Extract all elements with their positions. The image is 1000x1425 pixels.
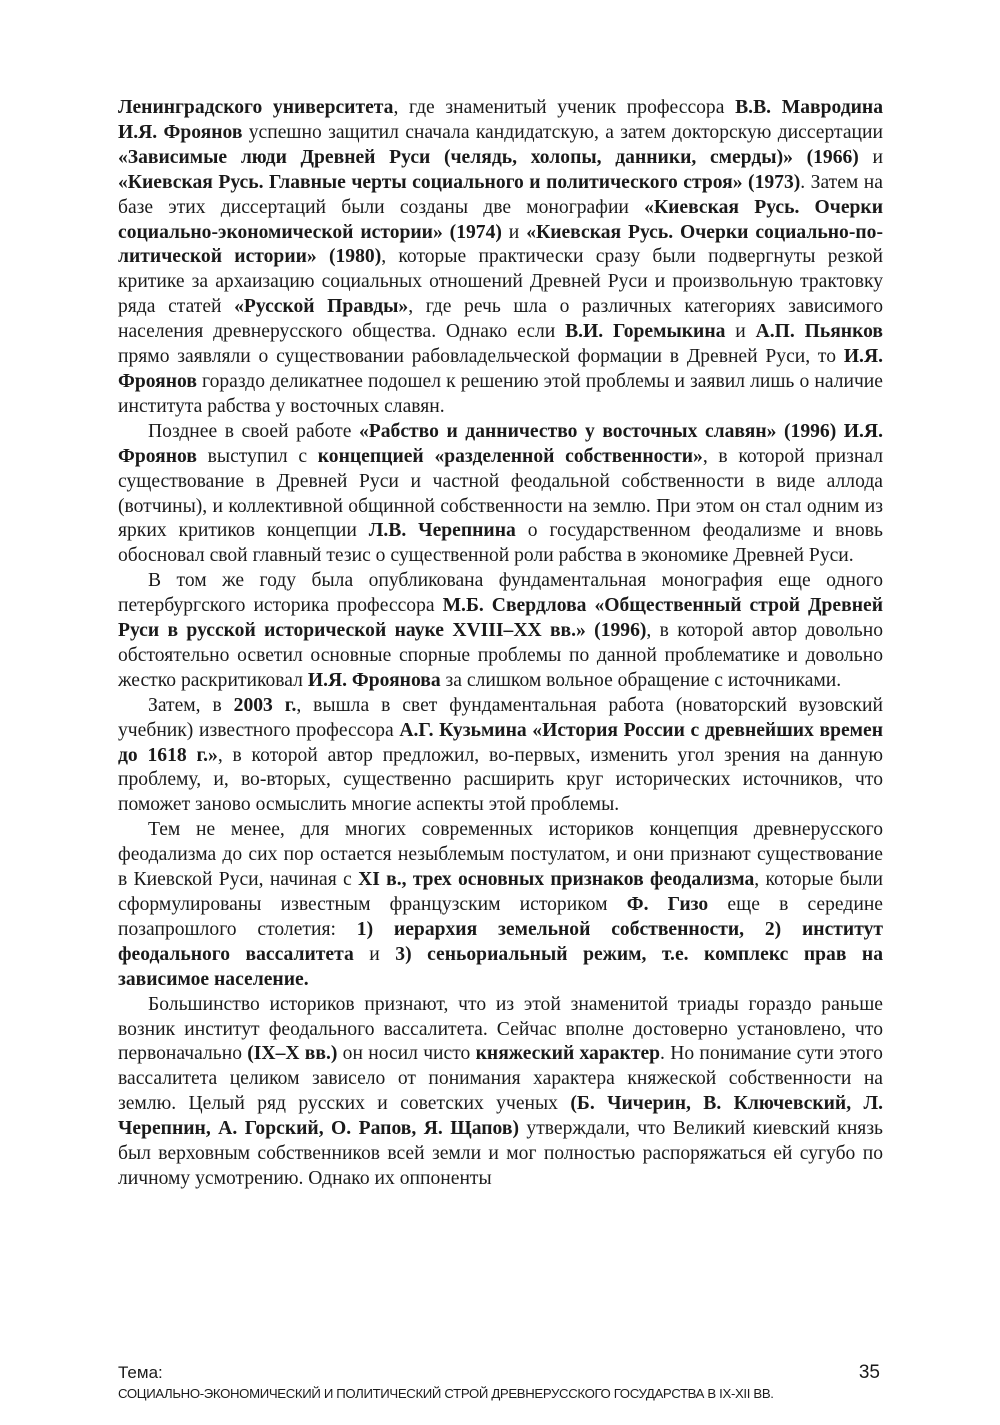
bold-run: И.Я. Фроянов — [118, 346, 883, 392]
bold-run: Ленинградского университета — [118, 97, 394, 118]
text-run: , в которой признал существование в Древней Руси и частной феодальной собственности в виде аллода (вотчины), и коллективной общинной собственности на землю. При этом он стал одним из ярких критиков концепции — [118, 445, 884, 542]
text-run: , вышла в свет фундаментальная работа (новаторский вузовский учебник) известного профессора — [118, 694, 884, 741]
text-run: Позднее в своей работе — [148, 420, 359, 442]
paragraph — [118, 694, 883, 819]
bold-run: княжеский характер — [475, 1043, 661, 1065]
bold-run: И.Я. Фроянова — [307, 669, 441, 691]
bold-run: «Киевская Русь. Очерки социально-экономической истории» (1974) — [118, 196, 884, 243]
text-run: и — [501, 221, 527, 243]
bold-run: XI в., трех основных признаков феодализма — [358, 869, 755, 891]
bold-run: «Киевская Русь. Главные черты социального и политического строя» (1973) — [118, 171, 801, 193]
text-run: . Затем на базе этих диссертаций были созданы две монографии — [118, 171, 883, 218]
text-run: прямо заявляли о существовании рабовладельческой формации в Древней Руси, то — [118, 346, 844, 368]
text-run: утверждали, что Великий киевский князь был верховным собственников всей земли и мог полностью распоряжаться ей сугубо по личному усмотрению. Однако их оппоненты — [118, 1118, 883, 1189]
bold-run: «Рабство и данничество у восточных славян» (1996) И.Я. Фроянов — [118, 420, 883, 467]
bold-run: В.И. Горемыкина — [565, 321, 726, 343]
text-run: В том же году была опубликована фундаментальная монография еще одного петербургского историка профессора — [118, 570, 883, 617]
paragraph — [118, 96, 883, 420]
bold-run: «Киевская Русь. Очерки социально-политической истории» (1980) — [118, 221, 883, 268]
bold-run: 2003 г. — [233, 694, 297, 716]
footer-label: Тема: — [118, 1363, 163, 1382]
text-run: , которые были сформулированы известным французским историком — [118, 869, 883, 915]
bold-run: М.Б. Свердлова «Общественный строй Древней Руси в русской исторической науке XVIII–XX вв.» (1996) — [118, 595, 883, 642]
bold-run: А.Г. Кузьмина «История России с древнейших времен до 1618 г.» — [118, 719, 883, 766]
bold-run: А.П. Пьянков — [755, 321, 883, 343]
text-run: успешно защитил сначала кандидатскую, а затем докторскую диссертации — [242, 121, 883, 143]
text-run: гораздо деликатнее подошел к решению этой проблемы и заявил лишь о наличие института рабства у восточных славян. — [118, 370, 883, 417]
text-run: Тем не менее, для многих современных историков концепция древнерусского феодализма до сих пор остается незыблемым постулатом, и они признают существование в Киевской Руси, начиная с — [118, 819, 883, 891]
bold-run: 3) сеньориальный режим, т.е. комплекс прав на зависимое население. — [118, 943, 883, 990]
text-run: за слишком вольное обращение с источниками. — [440, 669, 842, 691]
bold-run: Ф. Гизо — [626, 894, 709, 915]
text-run: Большинство историков признают, что из этой знаменитой триады гораздо раньше возник институт феодального вассалитета. Сейчас вполне достоверно установлено, что первоначально — [118, 993, 883, 1065]
bold-run: (Б. Чичерин, В. Ключевский, Л. Черепнин, А. Горский, О. Рапов, Я. Щапов) — [118, 1093, 883, 1140]
body-text — [118, 96, 883, 1192]
text-run: и — [725, 321, 756, 343]
bold-run: «Зависимые люди Древней Руси (челядь, холопы, данники, смерды)» (1966) — [118, 146, 859, 168]
text-run: еще в середине позапрошлого столетия: — [118, 894, 884, 940]
text-run: , в которой автор предложил, во-первых, изменить угол зрения на данную проблему, и, во-вторых, существенно расширить круг исторических источников, что поможет заново осмыслить многие аспекты этой проблемы. — [118, 744, 884, 816]
paragraph — [118, 818, 883, 992]
bold-run: (IX–X вв.) — [247, 1043, 338, 1065]
bold-run: Л.В. Черепнина — [368, 520, 516, 542]
paragraph — [118, 420, 883, 569]
text-run: он носил чисто — [337, 1043, 476, 1065]
text-run: и — [858, 146, 883, 168]
paragraph — [118, 569, 883, 694]
page-number: 35 — [858, 1362, 880, 1383]
text-run: , которые практически сразу были подвергнуты резкой критике за архаизацию социальных отношений Древней Руси и произвольную трактовку ряда статей — [118, 246, 883, 318]
bold-run: 1) иерархия земельной собственности, 2) институт феодального вассалитета — [118, 918, 883, 965]
bold-run: В.В. Мавродина И.Я. Фроянов — [118, 97, 883, 143]
footer-theme-title: СОЦИАЛЬНО-ЭКОНОМИЧЕСКИЙ И ПОЛИТИЧЕСКИЙ СТРОЙ ДРЕВНЕРУССКОГО ГОСУДАРСТВА В IX-XII ВВ. — [118, 1386, 774, 1401]
paragraph — [118, 993, 883, 1192]
text-run: , в которой автор довольно обстоятельно осветил основные спорные проблемы по данной проблематике и довольно жестко раскритиковал — [118, 620, 883, 691]
text-run: выступил с — [196, 445, 318, 467]
bold-run: «Русской Правды» — [234, 296, 409, 318]
text-run: , где знаменитый ученик профессора — [393, 97, 736, 118]
text-run: и — [353, 943, 396, 965]
text-run: о государственном феодализме и вновь обосновал свой главный тезис о существенной роли рабства в экономике Древней Руси. — [118, 520, 883, 567]
bold-run: концепцией «разделенной собственности» — [317, 445, 703, 467]
text-run: Затем, в — [148, 694, 234, 716]
text-run: . Но понимание сути этого вассалитета целиком зависело от понимания характера княжеской собственности на землю. Целый ряд русских и советских ученых — [118, 1043, 883, 1115]
text-run: , где речь шла о различных категориях зависимого населения древнерусского общества. Однако если — [118, 296, 883, 343]
